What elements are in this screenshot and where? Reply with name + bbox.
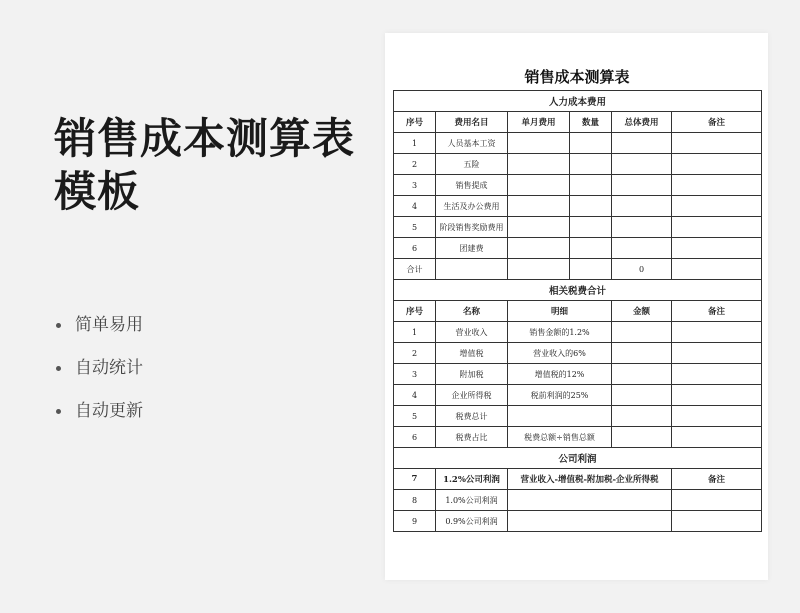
sheet-title: 销售成本测算表 — [524, 68, 630, 86]
table-row: 4 企业所得税 税前利润的25% — [394, 385, 762, 406]
total-label: 合计 — [394, 259, 436, 280]
feature-item: 自动更新 — [56, 399, 143, 442]
table-row: 6 税费占比 税费总额÷销售总额 — [394, 427, 762, 448]
section-profit: 公司利润 — [394, 448, 762, 469]
table-row: 9 0.9%公司利润 — [394, 511, 762, 532]
table-row: 1 人员基本工资 — [394, 133, 762, 154]
total-value: 0 — [612, 259, 672, 280]
feature-list — [56, 313, 143, 442]
section-tax: 相关税费合计 — [394, 280, 762, 301]
tax-header-row: 序号 名称 明细 金额 备注 — [394, 301, 762, 322]
table-row: 3 附加税 增值税的12% — [394, 364, 762, 385]
table-row: 5 阶段销售奖励费用 — [394, 217, 762, 238]
cost-table — [393, 90, 762, 532]
bullet-icon — [56, 366, 61, 371]
hero-title-line1: 销售成本测算表 — [54, 114, 356, 163]
table-row: 6 团建费 — [394, 238, 762, 259]
table-row: 1 营业收入 销售金额的1.2% — [394, 322, 762, 343]
feature-item: 简单易用 — [56, 313, 143, 356]
document-preview — [385, 33, 768, 580]
feature-item: 自动统计 — [56, 356, 143, 399]
bullet-icon — [56, 409, 61, 414]
section-labor: 人力成本费用 — [394, 91, 762, 112]
table-row: 2 五险 — [394, 154, 762, 175]
table-row: 8 1.0%公司利润 — [394, 490, 762, 511]
hero-title-line2: 模板 — [54, 167, 141, 216]
hero-title — [54, 112, 374, 218]
bullet-icon — [56, 323, 61, 328]
table-row: 5 税费总计 — [394, 406, 762, 427]
labor-header-row: 序号 费用名目 单月费用 数量 总体费用 备注 — [394, 112, 762, 133]
profit-header-row: 7 1.2%公司利润 营业收入-增值税-附加税-企业所得税 备注 — [394, 469, 762, 490]
table-row: 2 增值税 营业收入的6% — [394, 343, 762, 364]
hero — [54, 112, 374, 218]
table-row: 4 生活及办公费用 — [394, 196, 762, 217]
table-row: 3 销售提成 — [394, 175, 762, 196]
cost-sheet — [393, 64, 761, 532]
total-row — [394, 259, 762, 280]
